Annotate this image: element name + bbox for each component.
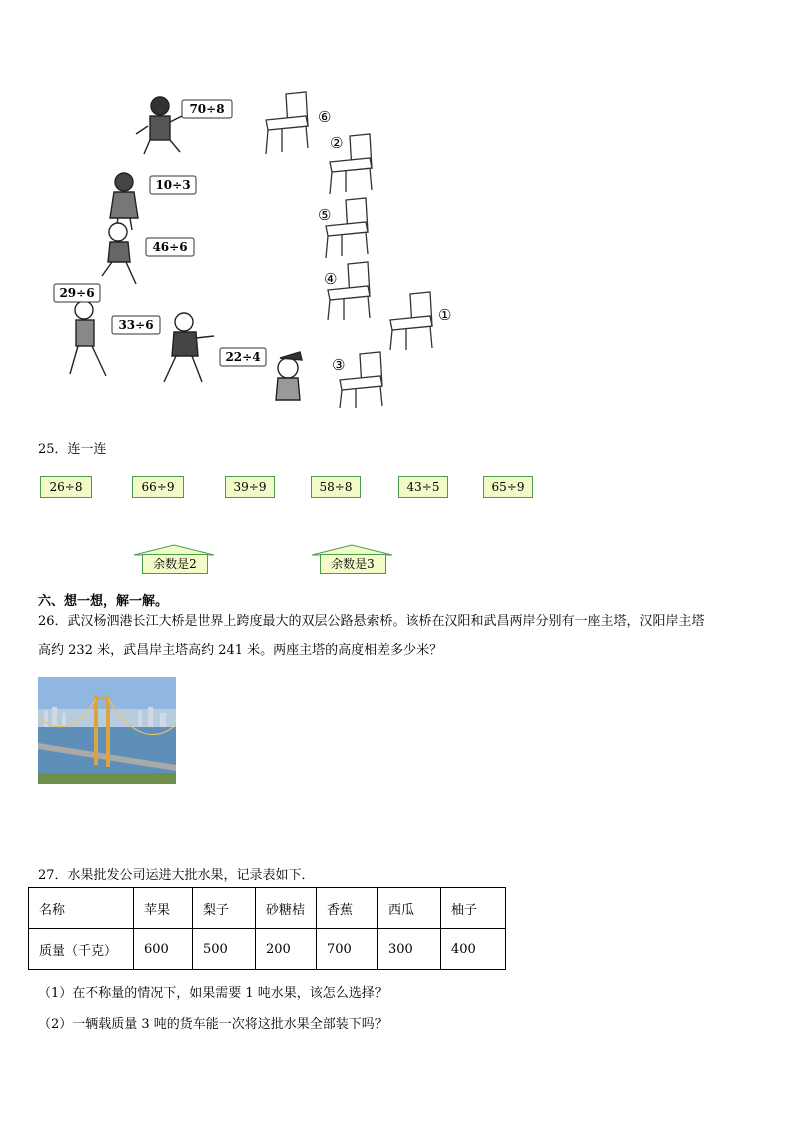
table-cell: 梨子 <box>193 888 256 929</box>
table-cell: 600 <box>134 929 193 970</box>
q26-line-2: 高约 232 米，武昌岸主塔高约 241 米。两座主塔的高度相差多少米？ <box>38 643 443 658</box>
chair-number-1: ⑥ <box>318 108 332 126</box>
remainder-house-1[interactable] <box>132 544 216 574</box>
expr-box-4[interactable]: 58÷8 <box>311 476 361 498</box>
chair-6 <box>340 352 382 408</box>
expr-3: 46÷6 <box>152 240 188 254</box>
table-cell: 砂糖桔 <box>256 888 317 929</box>
remainder-label-1: 余数是2 <box>142 554 208 574</box>
fruit-table <box>28 887 506 970</box>
q26-text <box>38 607 758 665</box>
expr-box-5[interactable]: 43÷5 <box>398 476 448 498</box>
bubble-1 <box>182 100 232 118</box>
children-chairs-figure <box>50 82 470 412</box>
table-row <box>29 929 506 970</box>
expr-box-3[interactable]: 39÷9 <box>225 476 275 498</box>
bubble-2 <box>150 176 196 194</box>
child-5 <box>164 313 214 382</box>
table-cell: 500 <box>193 929 256 970</box>
chair-5 <box>390 292 432 350</box>
bridge-photo <box>38 677 176 784</box>
section6-heading: 六、想一想，解一解。 <box>38 594 169 609</box>
q27-sub1: （1）在不称量的情况下，如果需要 1 吨水果，该怎么选择？ <box>38 986 388 1001</box>
table-cell: 400 <box>441 929 506 970</box>
table-cell: 质量（千克） <box>29 929 134 970</box>
table-cell: 名称 <box>29 888 134 929</box>
expr-4: 29÷6 <box>59 286 95 300</box>
expr-5: 33÷6 <box>118 318 154 332</box>
table-cell: 西瓜 <box>378 888 441 929</box>
bubble-6 <box>220 348 266 366</box>
expr-box-2[interactable]: 66÷9 <box>132 476 184 498</box>
child-6 <box>276 352 302 400</box>
q27-sub2: （2）一辆载质量 3 吨的货车能一次将这批水果全部装下吗？ <box>38 1017 388 1032</box>
remainder-label-2: 余数是3 <box>320 554 386 574</box>
child-3 <box>102 223 136 284</box>
q26-line-1: 26．武汉杨泗港长江大桥是世界上跨度最大的双层公路悬索桥。该桥在汉阳和武昌两岸分别有一座主塔，汉阳岸主塔 <box>38 614 705 629</box>
table-cell: 200 <box>256 929 317 970</box>
chair-3 <box>326 198 368 258</box>
table-header-row <box>29 888 506 929</box>
bubble-4 <box>54 284 100 302</box>
bubble-3 <box>146 238 194 256</box>
table-cell: 苹果 <box>134 888 193 929</box>
chair-number-5: ① <box>438 306 452 324</box>
figure-svg <box>50 82 470 412</box>
expr-box-1[interactable]: 26÷8 <box>40 476 92 498</box>
chair-number-6: ③ <box>332 356 346 374</box>
table-cell: 香蕉 <box>317 888 378 929</box>
q25-title: 25．连一连 <box>38 442 107 457</box>
child-4 <box>70 301 106 376</box>
bridge-photo-svg <box>38 677 176 784</box>
expr-box-6[interactable]: 65÷9 <box>483 476 533 498</box>
table-cell: 300 <box>378 929 441 970</box>
bubble-5 <box>112 316 160 334</box>
remainder-house-2[interactable] <box>310 544 394 574</box>
expr-6: 22÷4 <box>225 350 261 364</box>
expr-2: 10÷3 <box>155 178 191 192</box>
child-2 <box>110 173 138 230</box>
table-cell: 700 <box>317 929 378 970</box>
chair-number-2: ② <box>330 134 344 152</box>
q27-title: 27．水果批发公司运进大批水果，记录表如下． <box>38 868 315 883</box>
child-1 <box>136 97 182 154</box>
chair-number-3: ⑤ <box>318 206 332 224</box>
chair-1 <box>266 92 308 154</box>
expr-1: 70÷8 <box>189 102 225 116</box>
chair-number-4: ④ <box>324 270 338 288</box>
table-cell: 柚子 <box>441 888 506 929</box>
